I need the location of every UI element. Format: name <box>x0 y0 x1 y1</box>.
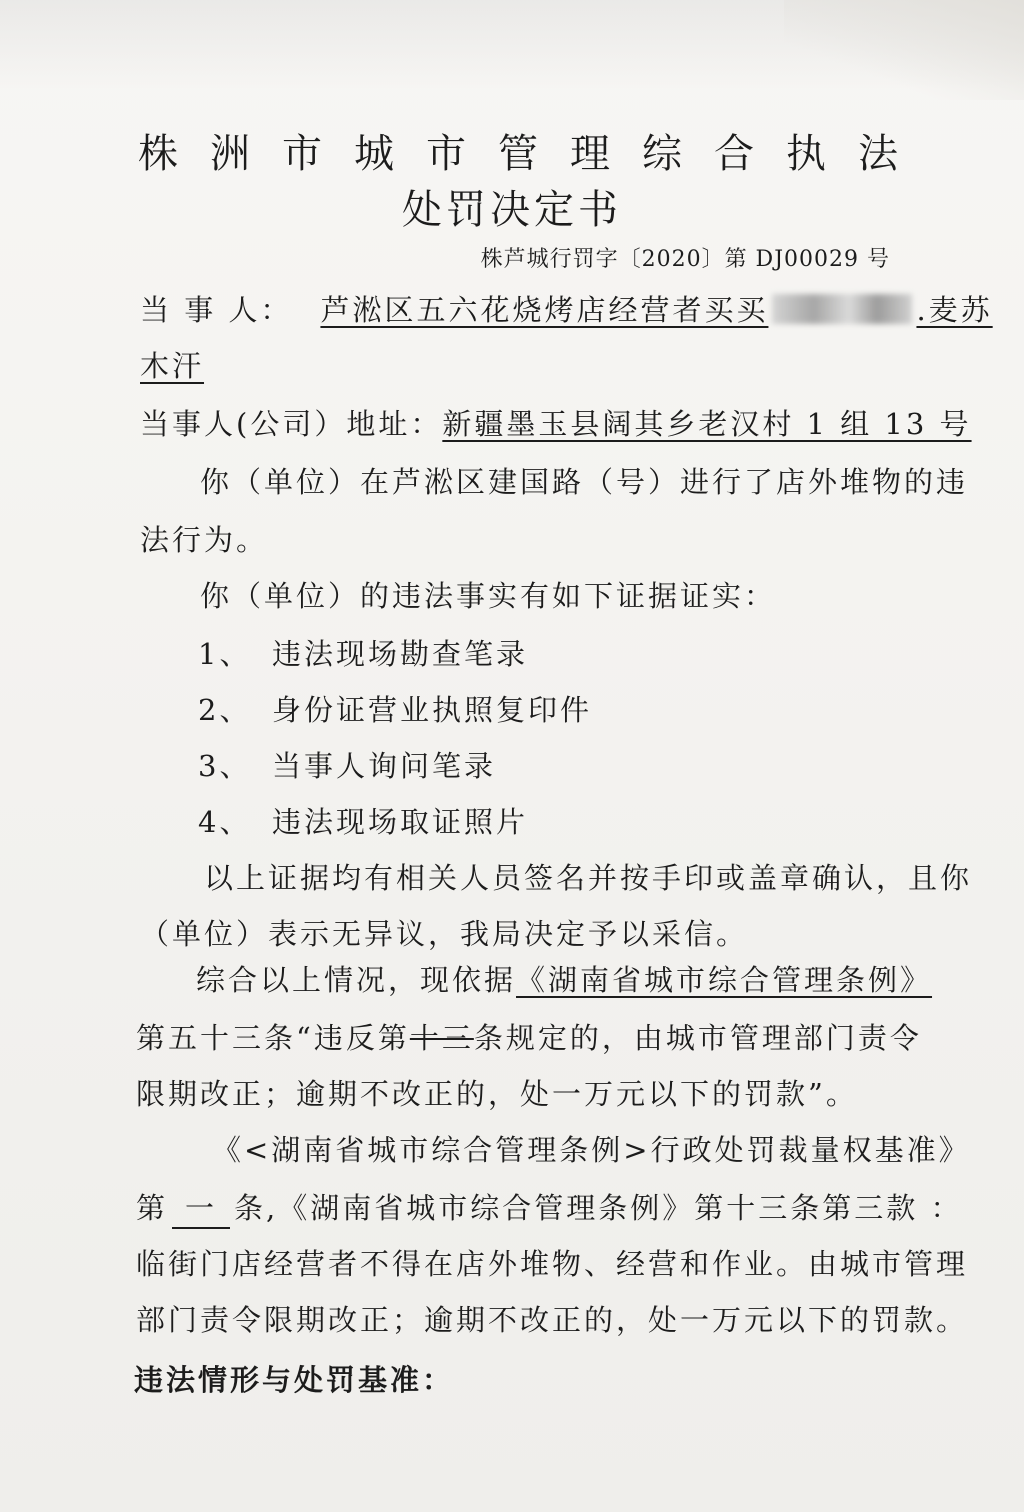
discretion-line1: 《<湖南省城市综合管理条例>行政处罚裁量权基准》 <box>212 1133 971 1167</box>
title-char: 株 <box>138 131 178 177</box>
title-char: 理 <box>570 131 610 177</box>
party-name-part2: .麦苏 <box>916 293 993 327</box>
page-corner-fold <box>784 0 1024 100</box>
title-char: 执 <box>786 131 826 177</box>
evidence-number: 4、 <box>198 805 252 839</box>
evidence-text: 违法现场取证照片 <box>272 805 529 839</box>
basis-line1 <box>196 958 938 999</box>
party-name-part3: 木汗 <box>140 349 205 383</box>
evidence-item <box>198 688 592 729</box>
evidence-item <box>198 800 528 841</box>
title-char: 综 <box>642 131 682 177</box>
basis-line2 <box>136 1016 922 1057</box>
basis-line3: 限期改正；逾期不改正的，处一万元以下的罚款”。 <box>136 1077 858 1111</box>
discretion-line2-b: 条,《湖南省城市综合管理条例》第十三条第三款 ： <box>234 1191 963 1225</box>
redacted-name-blur <box>772 294 912 324</box>
struck-article-number: 十三 <box>409 1021 474 1055</box>
address-row <box>140 402 972 443</box>
title-char: 法 <box>858 131 898 177</box>
party-name-part1: 芦淞区五六花烧烤店经营者买买 <box>320 293 769 327</box>
evidence-item <box>198 632 528 673</box>
evidence-text: 违法现场勘查笔录 <box>272 637 529 671</box>
title-char: 管 <box>498 131 538 177</box>
evidence-number: 2、 <box>198 693 252 727</box>
party-name-continued <box>140 344 218 385</box>
violation-line2: 法行为。 <box>140 523 269 557</box>
document-title-line1 <box>138 122 898 179</box>
section-heading: 违法情形与处罚基准： <box>134 1363 455 1397</box>
discretion-line4: 部门责令限期改正；逾期不改正的，处一万元以下的罚款。 <box>136 1303 969 1337</box>
party-label: 当 事 人： <box>140 293 293 327</box>
evidence-number: 1、 <box>198 637 252 671</box>
title-char: 洲 <box>210 131 250 177</box>
document-title-line2: 处罚决定书 <box>402 187 622 233</box>
article-number-blank: 一 <box>172 1186 230 1229</box>
discretion-line2 <box>136 1186 962 1229</box>
basis-line2-a: 第五十三条“违反第 <box>136 1021 410 1055</box>
confirm-line2: （单位）表示无异议，我局决定予以采信。 <box>140 917 749 951</box>
address-value: 新疆墨玉县阔其乡老汉村 1 组 13 号 <box>442 407 972 441</box>
basis-prefix: 综合以上情况，现依据 <box>196 963 517 997</box>
evidence-intro: 你（单位）的违法事实有如下证据证实： <box>200 579 777 613</box>
document-number: 株芦城行罚字〔2020〕第 DJ00029 号 <box>480 247 890 272</box>
evidence-text: 身份证营业执照复印件 <box>272 693 593 727</box>
evidence-text: 当事人询问笔录 <box>272 749 497 783</box>
basis-line2-b: 条规定的，由城市管理部门责令 <box>473 1021 922 1055</box>
discretion-line2-a: 第 <box>136 1191 169 1225</box>
evidence-item <box>198 744 496 785</box>
address-label: 当事人(公司）地址： <box>140 407 443 441</box>
party-row <box>140 288 993 329</box>
regulation-name: 《湖南省城市综合管理条例》 <box>516 963 933 997</box>
title-char: 市 <box>426 131 466 177</box>
violation-line1: 你（单位）在芦淞区建国路（号）进行了店外堆物的违 <box>200 465 969 499</box>
title-char: 城 <box>354 131 394 177</box>
evidence-number: 3、 <box>198 749 252 783</box>
title-char: 合 <box>714 131 754 177</box>
discretion-line3: 临街门店经营者不得在店外堆物、经营和作业。由城市管理 <box>136 1247 969 1281</box>
confirm-line1: 以上证据均有相关人员签名并按手印或盖章确认，且你 <box>204 861 973 895</box>
title-char: 市 <box>282 131 322 177</box>
